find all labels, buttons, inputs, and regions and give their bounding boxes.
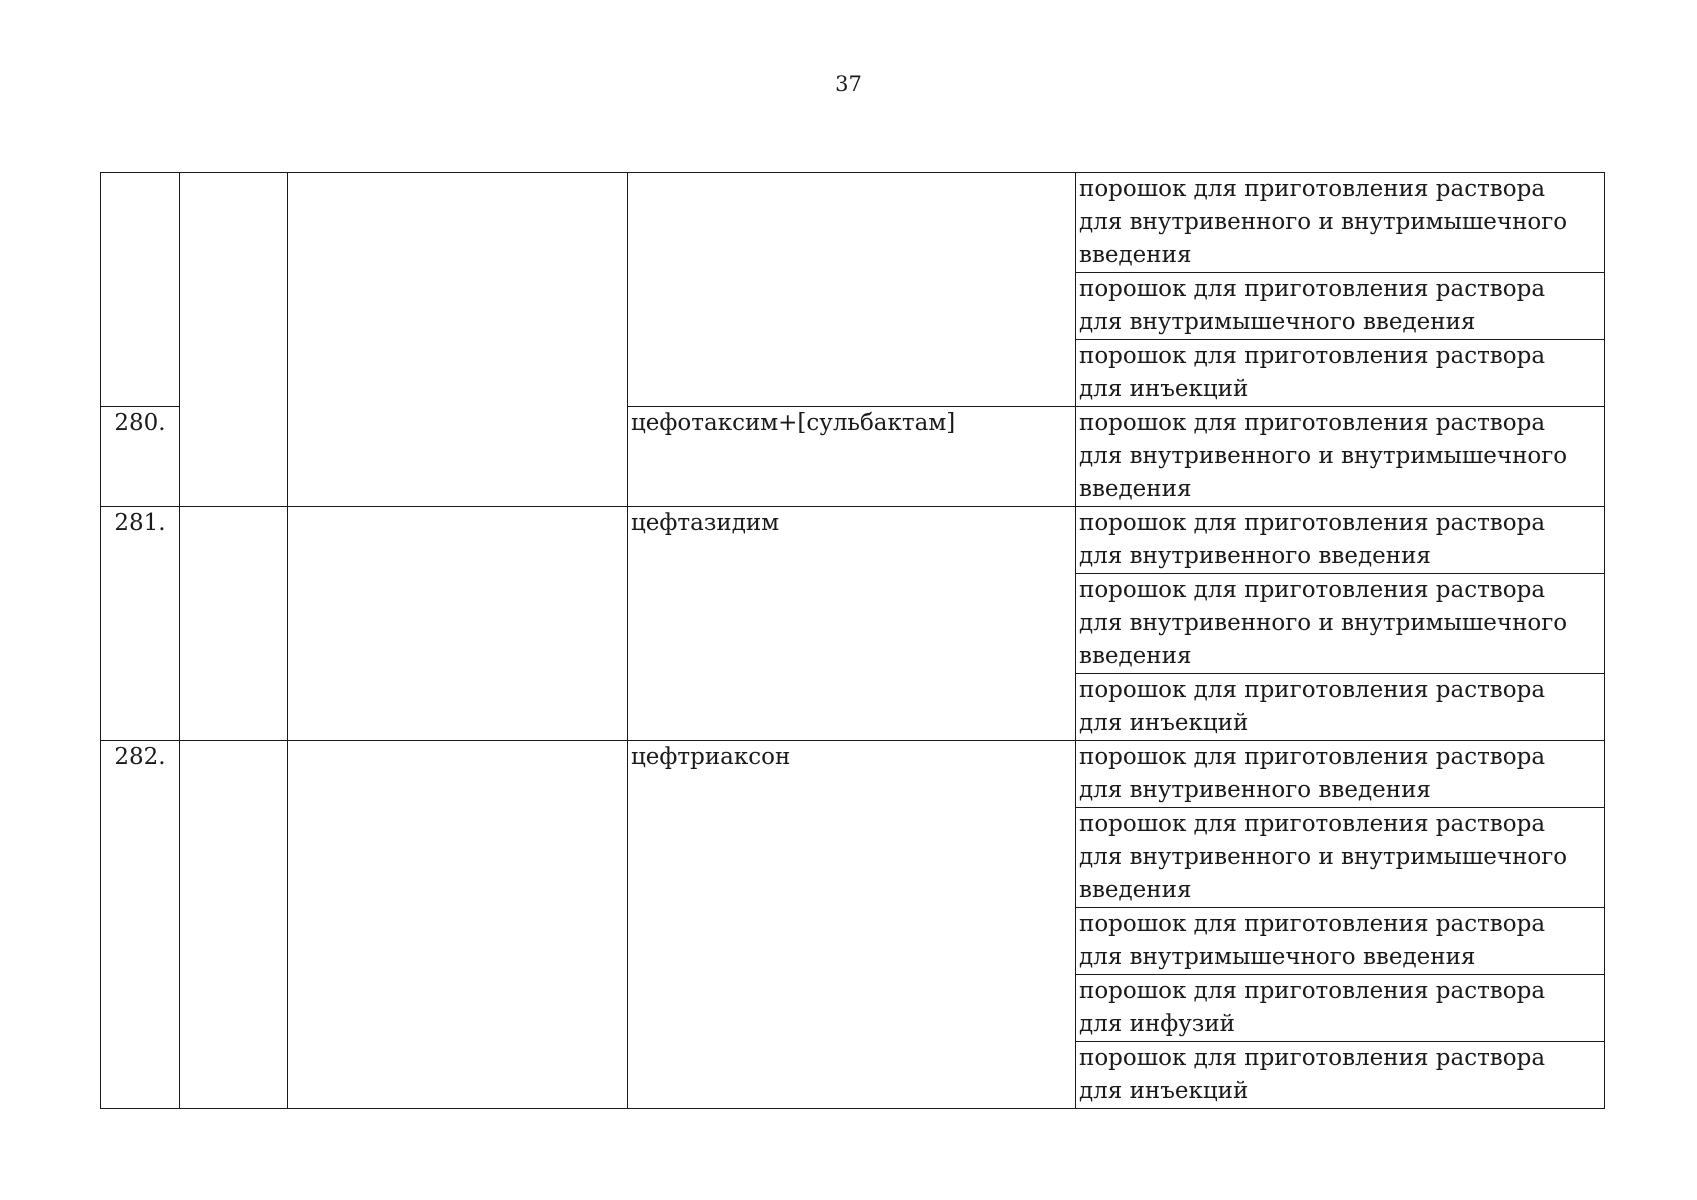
dosage-form-cell: порошок для приготовления раствора для внутривенного введения <box>1076 741 1605 808</box>
row-number-cell: 282. <box>101 741 180 1109</box>
drug-name-cell: цефотаксим+[сульбактам] <box>628 407 1076 507</box>
atc-group-cell <box>288 173 628 507</box>
dosage-form-cell: порошок для приготовления раствора для внутривенного и внутримышечного введения <box>1076 407 1605 507</box>
drug-name-cell: цефтазидим <box>628 507 1076 741</box>
atc-code-cell <box>180 173 288 507</box>
dosage-form-cell: порошок для приготовления раствора для внутривенного введения <box>1076 507 1605 574</box>
table-row <box>101 507 1605 574</box>
atc-group-cell <box>288 741 628 1109</box>
dosage-form-cell: порошок для приготовления раствора для внутривенного и внутримышечного введения <box>1076 808 1605 908</box>
atc-code-cell <box>180 507 288 741</box>
row-number-cell: 280. <box>101 407 180 507</box>
page-number: 37 <box>835 72 862 96</box>
dosage-form-cell: порошок для приготовления раствора для инфузий <box>1076 975 1605 1042</box>
row-number-cell <box>101 173 180 407</box>
row-number-cell: 281. <box>101 507 180 741</box>
dosage-form-cell: порошок для приготовления раствора для внутримышечного введения <box>1076 908 1605 975</box>
drug-name-cell <box>628 173 1076 407</box>
dosage-form-cell: порошок для приготовления раствора для инъекций <box>1076 1042 1605 1109</box>
dosage-form-cell: порошок для приготовления раствора для инъекций <box>1076 674 1605 741</box>
dosage-form-cell: порошок для приготовления раствора для внутримышечного введения <box>1076 273 1605 340</box>
table-row <box>101 173 1605 273</box>
medicines-table <box>100 172 1605 1109</box>
drug-name-cell: цефтриаксон <box>628 741 1076 1109</box>
dosage-form-cell: порошок для приготовления раствора для внутривенного и внутримышечного введения <box>1076 574 1605 674</box>
atc-group-cell <box>288 507 628 741</box>
atc-code-cell <box>180 741 288 1109</box>
dosage-form-cell: порошок для приготовления раствора для внутривенного и внутримышечного введения <box>1076 173 1605 273</box>
dosage-form-cell: порошок для приготовления раствора для инъекций <box>1076 340 1605 407</box>
table-row <box>101 741 1605 808</box>
